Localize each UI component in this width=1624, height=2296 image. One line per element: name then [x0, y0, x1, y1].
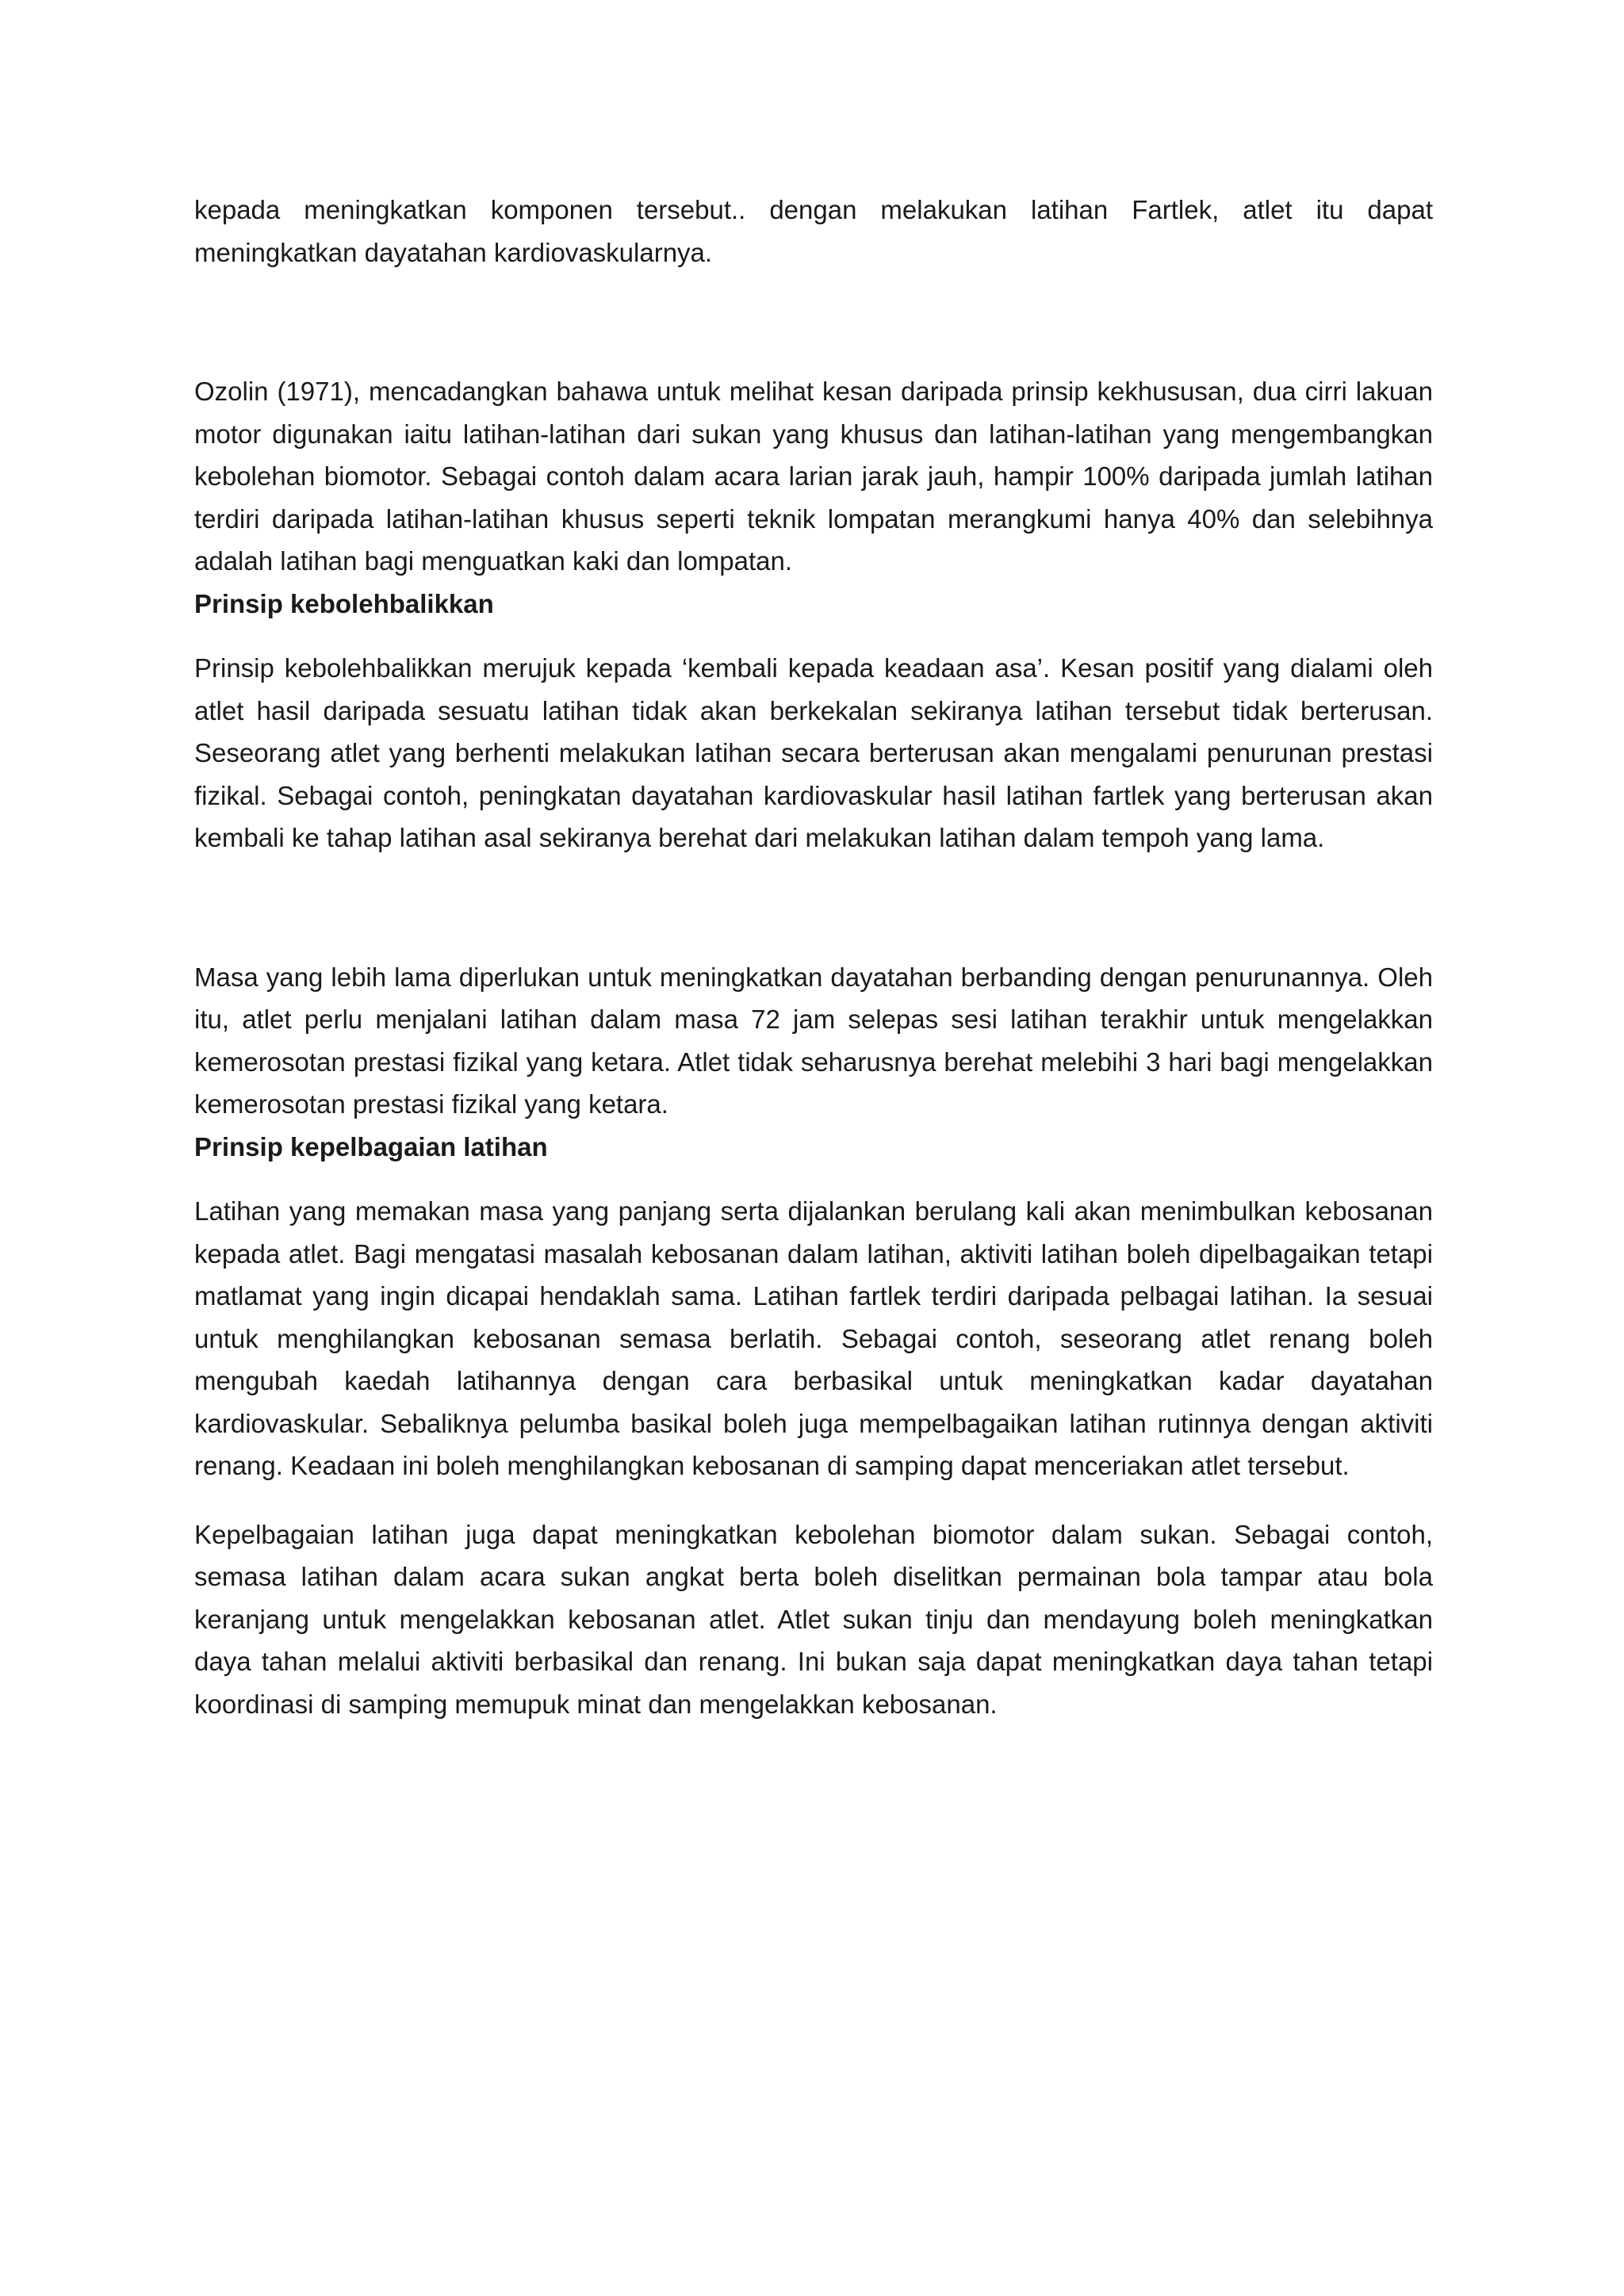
paragraph-intro-continuation: kepada meningkatkan komponen tersebut.. dengan melakukan latihan Fartlek, atlet itu dapat meningkatkan dayatahan kardiovaskularnya. [194, 195, 1433, 267]
section-heading-kepelbagaian: Prinsip kepelbagaian latihan [194, 1131, 548, 1161]
paragraph-kebolehbalikkan-2: Masa yang lebih lama diperlukan untuk meningkatkan dayatahan berbanding dengan penurunannya. Oleh itu, atlet perlu menjalani latihan dalam masa 72 jam selepas sesi latihan terakhir untuk mengelakkan kemerosotan prestasi fizikal yang ketara. Atlet tidak seharusnya berehat melebihi 3 hari bagi mengelakkan kemerosotan prestasi fizikal yang ketara. [194, 962, 1433, 1119]
paragraph-kebolehbalikkan-1: Prinsip kebolehbalikkan merujuk kepada ‘kembali kepada keadaan asa’. Kesan positif yang dialami oleh atlet hasil daripada sesuatu latihan tidak akan berkekalan sekiranya latihan tersebut tidak berterusan. Seseorang atlet yang berhenti melakukan latihan secara berterusan akan mengalami penurunan prestasi fizikal. Sebagai contoh, peningkatan dayatahan kardiovaskular hasil latihan fartlek yang berterusan akan kembali ke tahap latihan asal sekiranya berehat dari melakukan latihan dalam tempoh yang lama. [194, 653, 1433, 852]
document-page [194, 189, 1433, 1725]
paragraph-kepelbagaian-2: Kepelbagaian latihan juga dapat meningkatkan kebolehan biomotor dalam sukan. Sebagai contoh, semasa latihan dalam acara sukan angkat berta boleh diselitkan permainan bola tampar atau bola keranjang untuk mengelakkan kebosanan atlet. Atlet sukan tinju dan mendayung boleh meningkatkan daya tahan melalui aktiviti berbasikal dan renang. Ini bukan saja dapat meningkatkan daya tahan tetapi koordinasi di samping memupuk minat dan mengelakkan kebosanan. [194, 1519, 1433, 1719]
paragraph-kepelbagaian-1: Latihan yang memakan masa yang panjang serta dijalankan berulang kali akan menimbulkan kebosanan kepada atlet. Bagi mengatasi masalah kebosanan dalam latihan, aktiviti latihan boleh dipelbagaikan tetapi matlamat yang ingin dicapai hendaklah sama. Latihan fartlek terdiri daripada pelbagai latihan. Ia sesuai untuk menghilangkan kebosanan semasa berlatih. Sebagai contoh, seseorang atlet renang boleh mengubah kaedah latihannya dengan cara berbasikal untuk meningkatkan kadar dayatahan kardiovaskular. Sebaliknya pelumba basikal boleh juga mempelbagaikan latihan rutinnya dengan aktiviti renang. Keadaan ini boleh menghilangkan kebosanan di samping dapat menceriakan atlet tersebut. [194, 1196, 1433, 1480]
section-heading-kebolehbalikkan: Prinsip kebolehbalikkan [194, 588, 494, 618]
paragraph-ozolin: Ozolin (1971), mencadangkan bahawa untuk melihat kesan daripada prinsip kekhususan, dua cirri lakuan motor digunakan iaitu latihan-latihan dari sukan yang khusus dan latihan-latihan yang mengembangkan kebolehan biomotor. Sebagai contoh dalam acara larian jarak jauh, hampir 100% daripada jumlah latihan terdiri daripada latihan-latihan khusus seperti teknik lompatan merangkumi hanya 40% dan selebihnya adalah latihan bagi menguatkan kaki dan lompatan. [194, 377, 1433, 576]
